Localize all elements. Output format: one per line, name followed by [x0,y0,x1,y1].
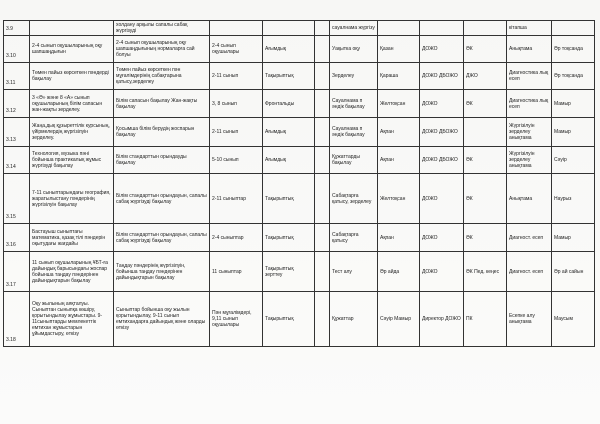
repeat-control: Маусым [552,292,595,347]
control-goal: Білім стандарттын орындауды бақылау [114,147,210,174]
control-topic: Оқу жылының аяқталуы. Сыныптан сыныпқа көшіру, қорытындылау жұмыстары. 9-11сыныптарды мемлекеттік емтихан жұмыстарын ұйымдастыру, өткізу [30,292,114,347]
blank-cell [315,292,330,347]
control-method: Сабақтарға қатысу, зерделеу [330,174,378,224]
repeat-control: Мамыр [552,118,595,147]
control-goal: Төмен пайыз көрсеткен пән мұғалімдерінің сабақтарына қатысу,зерделеу [114,63,210,90]
control-topic: Жаңа,дық құзыреттілік курсының, үйірмелердің жүргізілуін зерделеу. [30,118,114,147]
review-place: ДЖО [464,63,507,90]
row-number: 3.9 [4,21,30,36]
review-place: ПК [464,292,507,347]
control-type: Ағымдық [263,147,315,174]
control-type: Тақырыптық [263,292,315,347]
row-number: 3.10 [4,36,30,63]
row-number: 3.11 [4,63,30,90]
result-form: кітапша [507,21,552,36]
review-place: ӘК [464,174,507,224]
table-row [4,90,595,118]
table-row [4,21,595,36]
review-place: ӘК [464,147,507,174]
control-type: Тақырыптық [263,224,315,252]
blank-cell [315,36,330,63]
control-object: 11 сыныптар [210,252,263,292]
row-number: 3.14 [4,147,30,174]
control-method: Сабақтарға қатысу [330,224,378,252]
control-topic: Технология, музыка пәні бойынша практикалық жұмыс жүргізуді бақылау [30,147,114,174]
result-form: Диагностика лық есеп [507,63,552,90]
blank-cell [315,147,330,174]
result-form: Диагност. есеп [507,252,552,292]
table-row [4,118,595,147]
control-object: 2-11 сыныптар [210,174,263,224]
blank-cell [315,118,330,147]
control-goal: Сыныптар бойынша оқу жылын қорытындылау, 9-11 сынып емтихандарға дайындық және оларды өткізу [114,292,210,347]
control-goal: холдану арқылы сапалы сабақ жүргізуді [114,21,210,36]
control-date: Ақпан [378,224,420,252]
control-method: Зерделеу [330,63,378,90]
control-goal: Білім стандарттын орындауын, сапалы сабақ жүргізуді бақылау [114,224,210,252]
review-place [464,118,507,147]
table-row [4,224,595,252]
control-object: 2-4 сынып оқушылары [210,36,263,63]
table-row [4,147,595,174]
row-number: 3.16 [4,224,30,252]
control-method: Уақытка оқу [330,36,378,63]
responsible: ДОЖО [420,36,464,63]
control-topic: 2-4 сынып оқушыларының оқу шапшаңдығын [30,36,114,63]
row-number: 3.13 [4,118,30,147]
repeat-control [552,21,595,36]
result-form: Анықтама [507,174,552,224]
control-method: сауалнама жүргізу [330,21,378,36]
responsible: ДОЖО ДБОЖО [420,63,464,90]
row-number: 3.17 [4,252,30,292]
control-method: Тест алу [330,252,378,292]
responsible: ДОЖО [420,174,464,224]
table-row [4,292,595,347]
blank-cell [315,21,330,36]
control-method: Құжаттар [330,292,378,347]
control-object: 5-10 сынып [210,147,263,174]
review-place: ӘК [464,36,507,63]
review-place: ӘК [464,90,507,118]
review-place: ӘК [464,224,507,252]
control-goal: Білім сапасын бақылау Жан-жақты бақылау [114,90,210,118]
result-form: Диагностика лық есеп [507,90,552,118]
repeat-control: Сәуір [552,147,595,174]
control-date [378,21,420,36]
control-object: 2-11 сынып [210,118,263,147]
responsible: ДОЖО [420,90,464,118]
responsible: Директор ДОЖО [420,292,464,347]
blank-cell [315,63,330,90]
table-row [4,174,595,224]
control-goal: 2-4 сынып оқушыларының оқу шапшаңдығының нормаларға сай болуы [114,36,210,63]
responsible [420,21,464,36]
control-goal: Таңдау пәндерінің жүргізілуін, бойынша таңдау пәндерінен дайындықтарын бақылау [114,252,210,292]
control-date: Ақпан [378,118,420,147]
result-form: Диагност. есеп [507,224,552,252]
repeat-control: Мамыр [552,224,595,252]
control-date: Желтоқсан [378,174,420,224]
control-date: Ақпан [378,147,420,174]
control-method: Сауалнама п әндік бақылау [330,118,378,147]
control-topic: 3 «Ә» және 8 «А» сынып оқушыларының білім сапасын жан-жақты зерделеу. [30,90,114,118]
control-object: Пән мұғалімдері, 9,11 сынып оқушылары [210,292,263,347]
repeat-control: Әр тоқсанда [552,36,595,63]
control-object: 3, 8 сынып [210,90,263,118]
control-topic: 11 сынып оқушыларының ҰБТ-ға дайындық барысындағы жоспар бойынша таңдау пәндерінен дайындықтарын бақылау [30,252,114,292]
responsible: ДОЖО [420,252,464,292]
control-type: Тақырыптық [263,174,315,224]
control-object: 2-11 сынып [210,63,263,90]
row-number: 3.12 [4,90,30,118]
control-method: Құжаттарды бақылау [330,147,378,174]
control-type: Ағымдық [263,118,315,147]
row-number: 3.15 [4,174,30,224]
result-form: Анықтама [507,36,552,63]
blank-cell [315,224,330,252]
result-form: Жүргізілуін зерделеу анықтама [507,147,552,174]
repeat-control: Әр ай сайын [552,252,595,292]
table-row [4,252,595,292]
table-row [4,63,595,90]
blank-cell [315,174,330,224]
control-date: Сәуір Мамыр [378,292,420,347]
control-type: Фронтальды [263,90,315,118]
table-row [4,36,595,63]
control-topic: 7-11 сыныптарындағы география, жаратылыстану пәндерінің жүргізілуін бақылау [30,174,114,224]
control-goal: Қосымша білім берудің жоспарын бақылау [114,118,210,147]
control-type [263,21,315,36]
repeat-control: Мамыр [552,90,595,118]
control-topic [30,21,114,36]
control-topic: Төмен пайыз көрсеткен пәндерді бақылау [30,63,114,90]
control-type: Ағымдық [263,36,315,63]
review-place: ӘК Пед. кеңес [464,252,507,292]
review-place [464,21,507,36]
control-date: Әр айда [378,252,420,292]
blank-cell [315,90,330,118]
control-date: Қараша [378,63,420,90]
responsible: ДОЖО [420,224,464,252]
control-method: Сауалнама п әндік бақылау [330,90,378,118]
repeat-control: Әр тоқсанда [552,63,595,90]
control-type: Тақырыптық [263,63,315,90]
responsible: ДОЖО ДБОЖО [420,147,464,174]
repeat-control: Наурыз [552,174,595,224]
control-object [210,21,263,36]
plan-table [3,20,595,347]
control-topic: Бастауыш сыныптағы математика, қазақ тілі пәндерін оқытудағы жағдайы [30,224,114,252]
control-object: 2-4 сыныптар [210,224,263,252]
result-form: Есепке алу анықтама [507,292,552,347]
control-date: Қазан [378,36,420,63]
row-number: 3.18 [4,292,30,347]
responsible: ДОЖО ДБОЖО [420,118,464,147]
result-form: Жүргізілуін зерделеу анықтама [507,118,552,147]
blank-cell [315,252,330,292]
control-date: Желтоқсан [378,90,420,118]
control-type: Тақырыптық зерттеу [263,252,315,292]
control-goal: Білім стандарттын орындауын, сапалы сабақ жүргізуді бақылау [114,174,210,224]
